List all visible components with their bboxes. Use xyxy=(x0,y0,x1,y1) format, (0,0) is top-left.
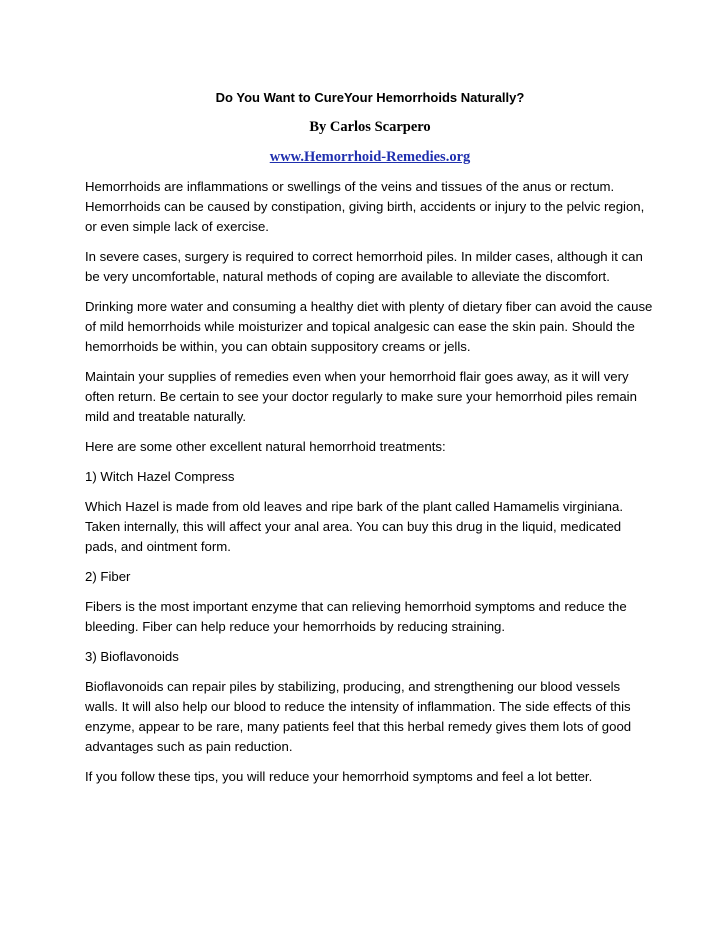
paragraph-conclusion: If you follow these tips, you will reduce your hemorrhoid symptoms and feel a lot better. xyxy=(85,769,593,784)
paragraph-diet: Drinking more water and consuming a healthy diet with plenty of dietary fiber can avoid the cause of mild hemorrhoids while moisturizer and topical analgesic can ease the skin pain. Should the hemorrhoids be within, you can obtain suppository creams or jells. xyxy=(85,299,653,354)
paragraph-treatments-intro: Here are some other excellent natural hemorrhoid treatments: xyxy=(85,439,446,454)
paragraph-maintain: Maintain your supplies of remedies even when your hemorrhoid flair goes away, as it will very often return. Be certain to see your doctor regularly to make sure your hemorrhoid piles remain mild and treatable naturally. xyxy=(85,369,637,424)
website-link[interactable]: www.Hemorrhoid-Remedies.org xyxy=(269,149,471,165)
author-line: By Carlos Scarpero xyxy=(309,119,431,135)
document-page xyxy=(85,88,655,797)
website-line xyxy=(85,147,655,167)
heading-bioflavonoids: 3) Bioflavonoids xyxy=(85,649,179,664)
paragraph-bioflavonoids: Bioflavonoids can repair piles by stabilizing, producing, and strengthening our blood vessels walls. It will also help our blood to reduce the intensity of inflammation. The side effects of this enzyme, appear to be rare, many patients feel that this herbal remedy gives them lots of good advantages such as pain reduction. xyxy=(85,679,632,754)
paragraph-intro: Hemorrhoids are inflammations or swellings of the veins and tissues of the anus or rectum. Hemorrhoids can be caused by constipation, giving birth, accidents or injury to the pelvic region, or even simple lack of exercise. xyxy=(85,179,645,234)
heading-witch-hazel: 1) Witch Hazel Compress xyxy=(85,469,235,484)
paragraph-witch-hazel: Which Hazel is made from old leaves and ripe bark of the plant called Hamamelis virginiana. Taken internally, this will affect your anal area. You can buy this drug in the liquid, medicated pads, and ointment form. xyxy=(85,499,624,554)
heading-fiber: 2) Fiber xyxy=(85,569,131,584)
document-title: Do You Want to CureYour Hemorrhoids Naturally? xyxy=(215,90,525,105)
paragraph-severe-cases: In severe cases, surgery is required to correct hemorrhoid piles. In milder cases, although it can be very uncomfortable, natural methods of coping are available to alleviate the discomfort. xyxy=(85,249,643,284)
paragraph-fiber: Fibers is the most important enzyme that can relieving hemorrhoid symptoms and reduce the bleeding. Fiber can help reduce your hemorrhoids by reducing straining. xyxy=(85,599,627,634)
